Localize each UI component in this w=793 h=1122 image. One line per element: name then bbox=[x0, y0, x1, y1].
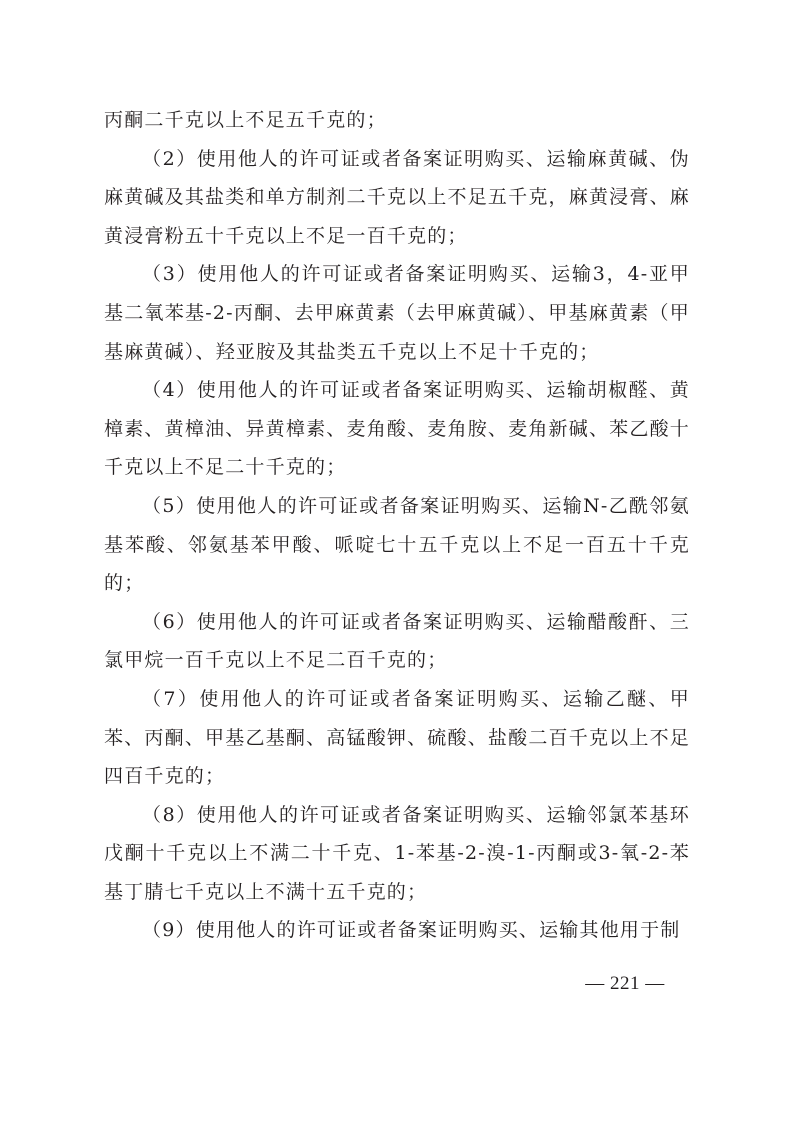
paragraph-item-6: （6）使用他人的许可证或者备案证明购买、运输醋酸酐、三氯甲烷一百千克以上不足二百千克的； bbox=[104, 610, 690, 672]
body-text bbox=[104, 101, 690, 950]
paragraph-item-5: （5）使用他人的许可证或者备案证明购买、运输N-乙酰邻氨基苯酸、邻氨基苯甲酸、哌啶七十五千克以上不足一百五十千克的； bbox=[104, 494, 690, 595]
paragraph-item-4: （4）使用他人的许可证或者备案证明购买、运输胡椒醛、黄樟素、黄樟油、异黄樟素、麦角酸、麦角胺、麦角新碱、苯乙酸十千克以上不足二十千克的； bbox=[104, 379, 690, 479]
paragraph-item-9: （9）使用他人的许可证或者备案证明购买、运输其他用于制 bbox=[142, 919, 681, 942]
paragraph-item-8: （8）使用他人的许可证或者备案证明购买、运输邻氯苯基环戊酮十千克以上不满二十千克、1-苯基-2-溴-1-丙酮或3-氧-2-苯基丁腈七千克以上不满十五千克的； bbox=[104, 803, 690, 903]
paragraph-item-3: （3）使用他人的许可证或者备案证明购买、运输3，4-亚甲基二氧苯基-2-丙酮、去甲麻黄素（去甲麻黄碱）、甲基麻黄素（甲基麻黄碱）、羟亚胺及其盐类五千克以上不足十千克的； bbox=[104, 263, 690, 363]
paragraph-continuation: 丙酮二千克以上不足五千克的； bbox=[104, 109, 387, 131]
paragraph-item-7: （7）使用他人的许可证或者备案证明购买、运输乙醚、甲苯、丙酮、甲基乙基酮、高锰酸钾、硫酸、盐酸二百千克以上不足四百千克的； bbox=[104, 687, 690, 788]
paragraph-item-2: （2）使用他人的许可证或者备案证明购买、运输麻黄碱、伪麻黄碱及其盐类和单方制剂二千克以上不足五千克，麻黄浸膏、麻黄浸膏粉五十千克以上不足一百千克的； bbox=[104, 147, 690, 247]
page-number: — 221 — bbox=[585, 973, 665, 994]
